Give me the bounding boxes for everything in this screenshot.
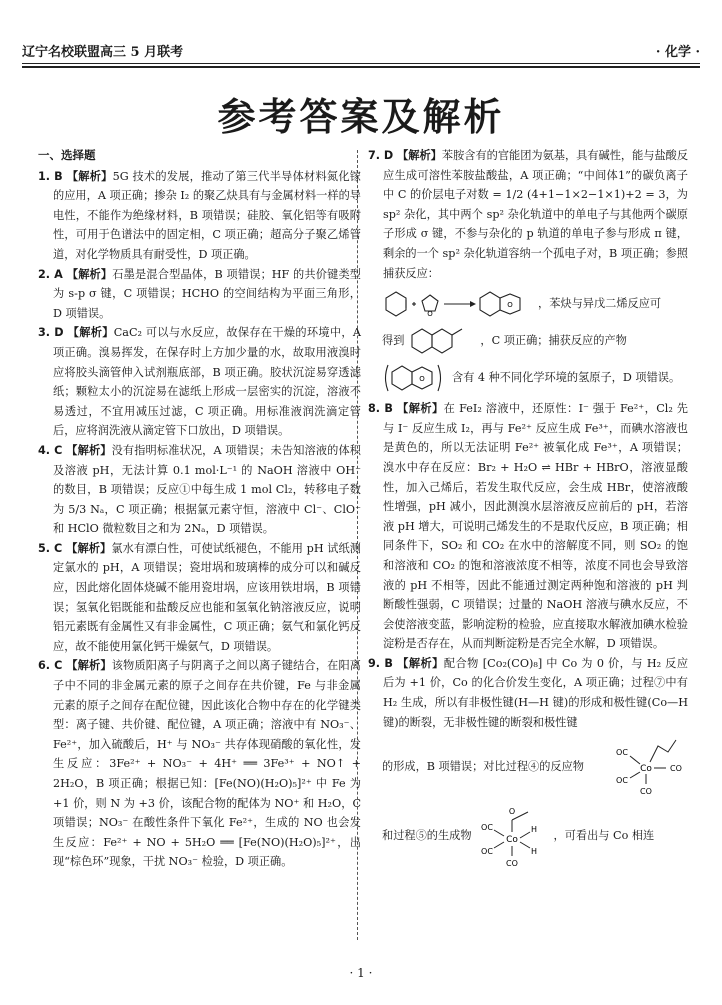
capture-product xyxy=(382,361,446,395)
bond-downleft xyxy=(630,772,640,778)
co-center: Co xyxy=(640,764,652,775)
answer-tag: 2. A 【解析】 xyxy=(38,267,113,281)
capture-reaction-scheme xyxy=(382,287,532,321)
answer-5 xyxy=(38,539,361,657)
answer-tag: 1. B 【解析】 xyxy=(38,169,113,183)
running-head xyxy=(22,38,700,60)
reaction-note: ，苯炔与异戊二烯反应可 xyxy=(538,297,662,311)
hydride-1: H xyxy=(530,825,537,835)
answer-tag: 4. C 【解析】 xyxy=(38,443,112,457)
answer-text: CaC₂ 可以与水反应，故保存在干燥的环境中，A 项正确。溴易挥发，在保存时上方加少量的水，故取用液溴时应将胶头滴管伸入试剂瓶底部，B 项正确。胶状沉淀易穿透滤纸；颗粒太小的沉淀易在滤纸上形成一层密实的沉淀，溶液不易透过，不宜用减压过滤，C 项正确。用标准液润洗滴定管后，应将润洗液从滴定管下口放出，D 项错误。 xyxy=(53,326,361,438)
get-label: 得到 xyxy=(382,334,405,348)
alkyl-chain xyxy=(650,740,676,762)
isoprene-product-row xyxy=(382,325,688,357)
step5-row xyxy=(382,802,688,870)
cobalt-complex-reactant xyxy=(606,736,688,798)
ligand-downleft: OC xyxy=(616,776,628,786)
header-rule-thick xyxy=(22,66,700,68)
bond-oc2 xyxy=(494,842,504,848)
answer-1 xyxy=(38,167,361,265)
right-column xyxy=(368,146,688,874)
answer-text: 苯胺含有的官能团为氨基，具有碱性，能与盐酸反应生成可溶性苯胺盐酸盐，A 项正确；“中间体1”的碳负离子中 C 的价层电子对数 = 1/2 (4+1−1×2−1×1)+2 = 3，为 sp² 杂化，其中两个 sp² 杂化轨道中的单电子与其他两个碳原子形成 σ 键，不参与杂化的 p 轨道的单电子参与形成 π 键，剩余的一个 sp² 杂化轨道容纳一个孤电子对，B 项正确；参照捕获反应： xyxy=(383,149,689,280)
ligand-down: CO xyxy=(640,787,652,797)
answer-text: 石墨是混合型晶体，B 项错误；HF 的共价键类型为 s-p σ 键，C 项错误；HCHO 的空间结构为平面三角形，D 项错误。 xyxy=(53,267,361,320)
bracket-right xyxy=(438,365,441,391)
bracket-left xyxy=(386,365,389,391)
answer-text: 配合物 [Co₂(CO)₈] 中 Co 为 0 价，与 H₂ 反应后为 +1 价，Co 的化合价发生变化，A 项正确；过程⑦中有 H₂ 生成，所以有非极性键(H—H 键)的形成和极性键(Co—H 键)的断裂，无非极性键的断裂和极性键 xyxy=(383,656,689,729)
answer-tag: 3. D 【解析】 xyxy=(38,326,114,340)
cobalt-complex-product xyxy=(478,802,548,870)
answer-text: 在 FeI₂ 溶液中，还原性：I⁻ 强于 Fe²⁺，Cl₂ 先与 I⁻ 反应生成 I₂，再与 Fe²⁺ 反应生成 Fe³⁺，而碘水溶液也是黄色的，所以无法证明 Fe²⁺ 被氧化成 Fe³⁺，A 项错误；溴水中存在反应：Br₂ + H₂O ⇌ HBr + HBrO，溶液显酸性，加入己烯后，若发生取代反应，会生成 HBr，使溶液酸性增强，pH 减小，因此测溴水层溶液反应前后的 pH，若溶液 pH 增大，可说明己烯发生的不是取代反应，B 项正确；相同条件下，SO₂ 和 CO₂ 在水中的溶解度不同，则 SO₂ 的饱和溶液和 CO₂ 的饱和溶液浓度不相等，浓度不同也会导致溶液的 pH 不相等，因此不能通过测定两种饱和溶液的 pH 判断酸性强弱，C 项错误；过量的 NaOH 溶液与碘水反应，不会使溶液变蓝，影响淀粉的检验，应直接取水解液加碘水检验淀粉是否存在，从而判断淀粉是否完全水解，D 项错误。 xyxy=(383,402,688,651)
answer-8 xyxy=(368,399,688,654)
ligand-oc1: OC xyxy=(480,823,493,833)
bond-oc1 xyxy=(494,830,504,836)
answer-7 xyxy=(368,146,688,283)
product-oxygen: O xyxy=(419,375,425,384)
acyl-oxygen: O xyxy=(508,807,515,817)
header-rule-thin xyxy=(22,63,700,64)
header-right: · 化学 · xyxy=(655,45,700,60)
step5-tail: ，可看出与 Co 相连 xyxy=(553,829,655,843)
bridge-oxygen: O xyxy=(507,301,513,310)
ligand-oc2: OC xyxy=(480,847,493,857)
answer-tag: 9. B 【解析】 xyxy=(368,656,444,670)
answer-tag: 6. C 【解析】 xyxy=(38,659,112,673)
furan-ring xyxy=(422,295,438,311)
isoprene-product xyxy=(410,325,474,357)
answer-tag: 5. C 【解析】 xyxy=(38,541,112,555)
bond-h2 xyxy=(520,842,530,848)
page-title: 参考答案及解析 xyxy=(217,95,505,139)
answer-tag: 8. B 【解析】 xyxy=(368,402,444,416)
step4-row xyxy=(382,736,688,798)
page-number: · 1 · xyxy=(349,966,373,980)
answer-2 xyxy=(38,265,361,324)
arrow-head xyxy=(470,301,476,307)
answer-tag: 7. D 【解析】 xyxy=(368,149,442,162)
section-heading: 一、选择题 xyxy=(38,148,96,162)
ligand-upleft: OC xyxy=(616,748,628,758)
ring-a xyxy=(412,329,432,353)
c-correct-note: ，C 项正确；捕获反应的产物 xyxy=(480,334,627,348)
d-text: 含有 4 种不同化学环境的氢原子，D 项错误。 xyxy=(452,371,681,385)
methyl-bond xyxy=(452,329,462,335)
answer-text: 没有指明标准状况，A 项错误；未告知溶液的体积及溶液 pH，无法计算 0.1 mol·L⁻¹ 的 NaOH 溶液中 OH⁻ 的数目，B 项错误；反应①中每生成 1 mol Cl₂，转移电子数为 5/3 Nₐ，C 项正确；根据氯元素守恒，溶液中 Cl⁻、ClO⁻ 和 HClO 微粒数目之和为 2Nₐ，D 项错误。 xyxy=(53,443,361,536)
answer-text: 5G 技术的发展，推动了第三代半导体材料氮化镓的应用，A 项正确；掺杂 I₂ 的聚乙炔具有与金属材料一样的导电性，不能作为绝缘材料，B 项错误；硅胶、氧化铝等有吸附性，可用于色谱法中的固定相，C 项正确；超高分子聚乙烯管道，对化学物质具有耐受性，D 项正确。 xyxy=(53,169,361,261)
answer-text: 氯水有漂白性，可使试纸褪色，不能用 pH 试纸测定氯水的 pH，A 项错误；瓷坩埚和玻璃棒的成分可以和碱反应，因此熔化固体烧碱不能用瓷坩埚，应该用铁坩埚，B 项错误；氢氧化铝既能和盐酸反应也能和氢氧化钠溶液反应，说明铝元素既有金属性又有非金属性，C 项正确；氨气和氯化钙反应，故不能使用氯化钙干燥氨气，D 项错误。 xyxy=(53,541,361,653)
ligand-co-down: CO xyxy=(505,859,518,869)
header-left: 辽宁名校联盟高三 5 月联考 xyxy=(22,45,184,60)
co-center: Co xyxy=(505,835,518,846)
left-column xyxy=(38,146,361,872)
product-benzene xyxy=(480,292,500,316)
answer-9 xyxy=(368,654,688,732)
answer-text: 该物质阳离子与阴离子之间以离子键结合，在阳离子中不同的非金属元素的原子之间存在共价键，Fe 与非金属元素的原子之间存在配位键，因此该化合物中存在的化学键类型：离子键、共价键、配位键，A 项正确；溶液中有 NO₃⁻、Fe²⁺，加入硫酸后，H⁺ 与 NO₃⁻ 共存体现硝酸的氧化性，发生反应：3Fe²⁺ + NO₃⁻ + 4H⁺ ══ 3Fe³⁺ + NO↑ + 2H₂O，B 项正确；根据已知：[Fe(NO)(H₂O)₅]²⁺ 中 Fe 为 +1 价，则 N 为 +3 价，该配合物的配体为 NO⁺ 和 H₂O，C 项错误；NO₃⁻ 在酸性条件下氧化 Fe²⁺，生成的 NO 也会发生反应：Fe²⁺ + NO + 5H₂O ══ [Fe(NO)(H₂O)₅]²⁺，出现“棕色环”现象，干扰 NO₃⁻ 检验，D 项正确。 xyxy=(53,659,361,869)
product-ring-a xyxy=(392,366,412,390)
bond-h1 xyxy=(520,832,530,838)
answer-6 xyxy=(38,656,361,872)
answer-4 xyxy=(38,441,361,539)
capture-reaction-row xyxy=(382,287,688,321)
benzyne-ring xyxy=(386,292,406,316)
ring-b xyxy=(432,329,452,353)
bond-upleft xyxy=(630,756,640,764)
answer-3 xyxy=(38,323,361,441)
hydride-2: H xyxy=(530,847,537,857)
ligand-right: CO xyxy=(670,764,682,774)
step4-text: 的形成，B 项错误；对比过程④的反应物 xyxy=(382,760,584,774)
furan-oxygen: O xyxy=(427,310,433,319)
step5-text: 和过程⑤的生成物 xyxy=(382,829,472,843)
capture-product-row xyxy=(382,361,688,395)
